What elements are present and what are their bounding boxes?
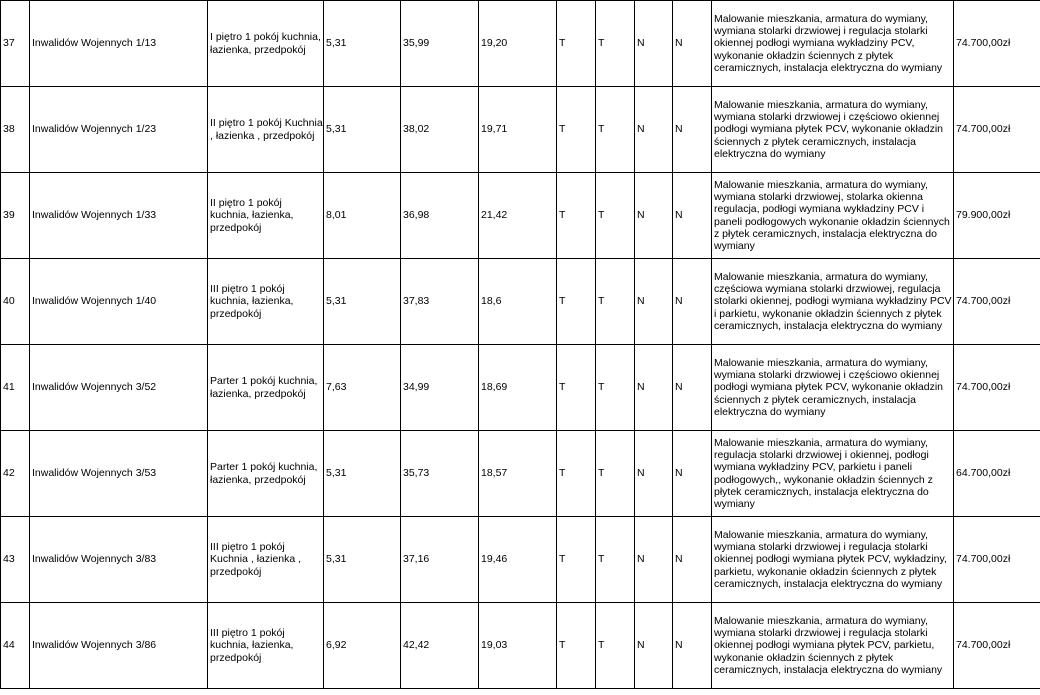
row-number-cell: 39 [1,173,30,259]
flag-cell: T [596,87,635,173]
flag-cell: N [635,603,673,689]
table-row [1,517,1040,603]
table-row [1,431,1040,517]
address-cell: Inwalidów Wojennych 1/23 [30,87,208,173]
renovation-scope-cell: Malowanie mieszkania, armatura do wymiany, regulacja stolarki drzwiowej i okiennej, podłogi wymiana wykładziny PCV, parkietu i paneli podłogowych,, wykonanie okładzin ściennych z płytek ceramicznych, instalacja elektryczna do wymiany [712,431,954,517]
layout-cell: III piętro 1 pokój kuchnia, łazienka, przedpokój [208,259,324,345]
flag-cell: N [635,87,673,173]
price-cell: 74.700,00zł [954,603,1040,689]
numeric-cell: 19,20 [479,1,557,87]
numeric-cell: 37,83 [401,259,479,345]
renovation-scope-cell: Malowanie mieszkania, armatura do wymiany, wymiana stolarki drzwiowej i regulacja stolarki okiennej podłogi wymiana wykładziny PCV, wykonanie okładzin ściennych z płytek ceramicznych, instalacja elektryczna do wymiany [712,1,954,87]
numeric-cell: 5,31 [324,431,401,517]
flag-cell: T [596,1,635,87]
numeric-cell: 18,69 [479,345,557,431]
flag-cell: T [596,259,635,345]
numeric-cell: 35,99 [401,1,479,87]
numeric-cell: 18,6 [479,259,557,345]
layout-cell: II piętro 1 pokój kuchnia, łazienka, przedpokój [208,173,324,259]
row-number-cell: 44 [1,603,30,689]
flag-cell: N [635,517,673,603]
layout-cell: II piętro 1 pokój Kuchnia , łazienka , przedpokój [208,87,324,173]
numeric-cell: 5,31 [324,517,401,603]
address-cell: Inwalidów Wojennych 3/83 [30,517,208,603]
renovation-scope-cell: Malowanie mieszkania, armatura do wymiany, wymiana stolarki drzwiowej i częściowo okiennej podłogi wymiana płytek PCV, wykonanie okładzin ściennych z płytek ceramicznych, instalacja elektryczna do wymiany [712,345,954,431]
price-cell: 74.700,00zł [954,259,1040,345]
flag-cell: N [635,345,673,431]
flag-cell: T [557,431,596,517]
numeric-cell: 36,98 [401,173,479,259]
flag-cell: T [557,345,596,431]
flag-cell: T [557,1,596,87]
flag-cell: T [596,603,635,689]
renovation-scope-cell: Malowanie mieszkania, armatura do wymiany, wymiana stolarki drzwiowej i regulacja stolarki okiennej podłogi wymiana płytek PCV, parkietu, wykonanie okładzin ściennych z płytek ceramicznych, instalacja elektryczna do wymiany [712,603,954,689]
flag-cell: T [596,173,635,259]
layout-cell: Parter 1 pokój kuchnia, łazienka, przedpokój [208,345,324,431]
flag-cell: N [673,345,712,431]
renovation-scope-cell: Malowanie mieszkania, armatura do wymiany, wymiana stolarki drzwiowej i regulacja stolarki okiennej podłogi wymiana płytek PCV, wykładziny, parkietu, wykonanie okładzin ściennych z płytek ceramicznych, instalacja elektryczna do wymiany [712,517,954,603]
flag-cell: N [673,1,712,87]
numeric-cell: 8,01 [324,173,401,259]
address-cell: Inwalidów Wojennych 1/33 [30,173,208,259]
flag-cell: T [557,603,596,689]
numeric-cell: 21,42 [479,173,557,259]
flag-cell: N [635,173,673,259]
renovation-scope-cell: Malowanie mieszkania, armatura do wymiany, wymiana stolarki drzwiowej, stolarka okienna regulacja, podłogi wymiana wykładziny PCV i paneli podłogowych wykonanie okładzin ściennych z płytek ceramicznych, instalacja elektryczna do wymiany [712,173,954,259]
flag-cell: N [673,173,712,259]
price-cell: 74.700,00zł [954,1,1040,87]
numeric-cell: 37,16 [401,517,479,603]
price-cell: 79.900,00zł [954,173,1040,259]
layout-cell: I piętro 1 pokój kuchnia, łazienka, przedpokój [208,1,324,87]
flag-cell: T [557,259,596,345]
flag-cell: T [596,345,635,431]
table-row [1,345,1040,431]
flag-cell: N [673,431,712,517]
table-body [1,1,1040,689]
price-cell: 74.700,00zł [954,345,1040,431]
flag-cell: N [635,431,673,517]
flag-cell: T [557,173,596,259]
numeric-cell: 34,99 [401,345,479,431]
layout-cell: Parter 1 pokój kuchnia, łazienka, przedpokój [208,431,324,517]
flag-cell: N [635,259,673,345]
numeric-cell: 19,03 [479,603,557,689]
table-row [1,1,1040,87]
flag-cell: N [673,603,712,689]
table-row [1,259,1040,345]
row-number-cell: 40 [1,259,30,345]
address-cell: Inwalidów Wojennych 3/86 [30,603,208,689]
table-row [1,87,1040,173]
table-row [1,603,1040,689]
flag-cell: T [596,431,635,517]
numeric-cell: 38,02 [401,87,479,173]
price-cell: 74.700,00zł [954,87,1040,173]
price-cell: 64.700,00zł [954,431,1040,517]
numeric-cell: 5,31 [324,1,401,87]
numeric-cell: 7,63 [324,345,401,431]
address-cell: Inwalidów Wojennych 3/53 [30,431,208,517]
layout-cell: III piętro 1 pokój kuchnia, łazienka, przedpokój [208,603,324,689]
address-cell: Inwalidów Wojennych 1/13 [30,1,208,87]
table-row [1,173,1040,259]
address-cell: Inwalidów Wojennych 1/40 [30,259,208,345]
numeric-cell: 19,71 [479,87,557,173]
numeric-cell: 18,57 [479,431,557,517]
address-cell: Inwalidów Wojennych 3/52 [30,345,208,431]
row-number-cell: 38 [1,87,30,173]
flag-cell: N [635,1,673,87]
row-number-cell: 37 [1,1,30,87]
layout-cell: III piętro 1 pokój Kuchnia , łazienka , przedpokój [208,517,324,603]
numeric-cell: 5,31 [324,87,401,173]
price-cell: 74.700,00zł [954,517,1040,603]
renovation-scope-cell: Malowanie mieszkania, armatura do wymiany, wymiana stolarki drzwiowej i częściowo okiennej podłogi wymiana płytek PCV, wykonanie okładzin ściennych z płytek ceramicznych, instalacja elektryczna do wymiany [712,87,954,173]
numeric-cell: 35,73 [401,431,479,517]
numeric-cell: 5,31 [324,259,401,345]
row-number-cell: 42 [1,431,30,517]
flag-cell: N [673,517,712,603]
row-number-cell: 43 [1,517,30,603]
flag-cell: T [596,517,635,603]
flag-cell: T [557,87,596,173]
flag-cell: T [557,517,596,603]
numeric-cell: 19,46 [479,517,557,603]
flag-cell: N [673,87,712,173]
row-number-cell: 41 [1,345,30,431]
numeric-cell: 42,42 [401,603,479,689]
numeric-cell: 6,92 [324,603,401,689]
flag-cell: N [673,259,712,345]
renovation-scope-cell: Malowanie mieszkania, armatura do wymiany, częściowa wymiana stolarki drzwiowej, regulacja stolarki okiennej, podłogi wymiana wykładziny PCV i parkietu, wykonanie okładzin ściennych z płytek ceramicznych, instalacja elektryczna do wymiany [712,259,954,345]
